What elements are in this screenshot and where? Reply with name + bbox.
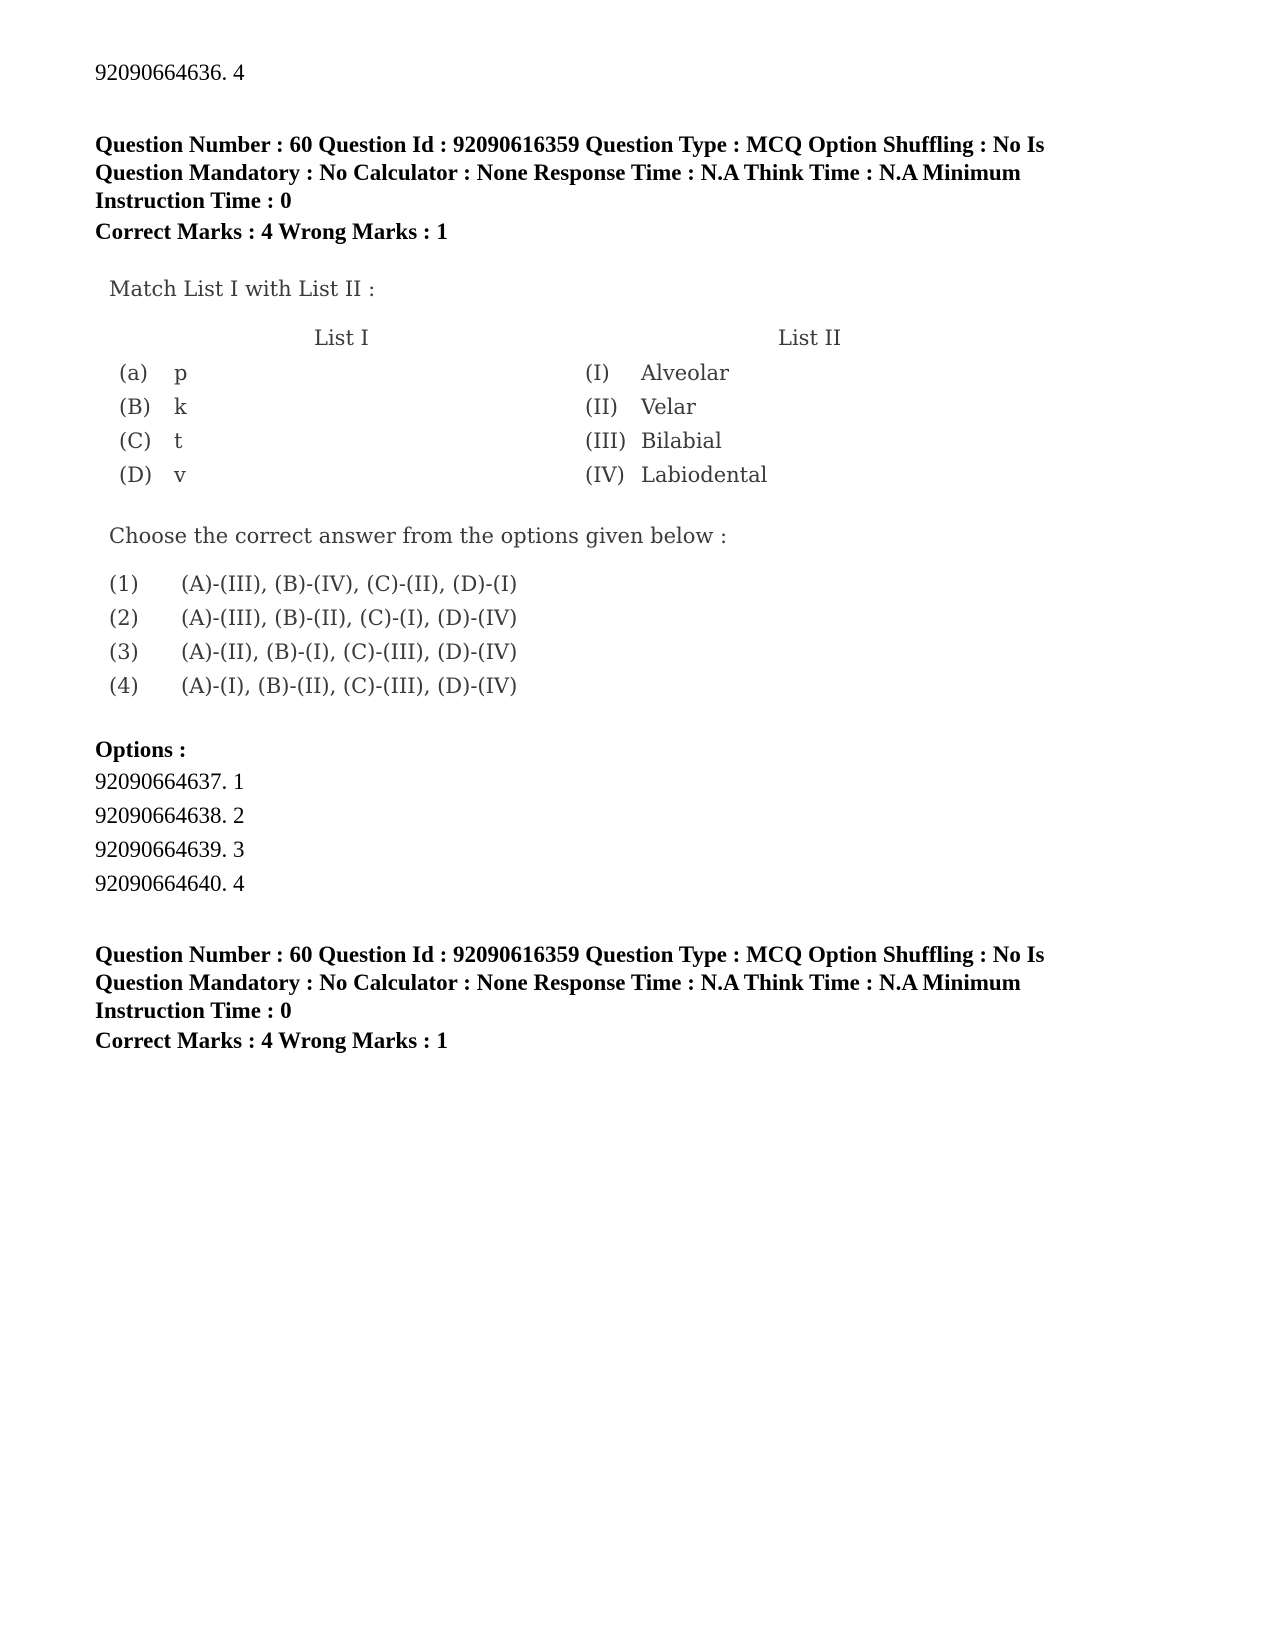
question-metadata-1 <box>95 131 1045 215</box>
metadata-line: Question Number : 60 Question Id : 92090616359 Question Type : MCQ Option Shuffling : No Is <box>95 132 1045 157</box>
metadata-line: Question Mandatory : No Calculator : None Response Time : N.A Think Time : N.A Minimum <box>95 970 1021 995</box>
metadata-line: Question Mandatory : No Calculator : None Response Time : N.A Think Time : N.A Minimum <box>95 160 1021 185</box>
marks-line-2: Correct Marks : 4 Wrong Marks : 1 <box>95 1028 448 1053</box>
list-i-value: k <box>174 395 187 419</box>
list-i-header: List I <box>314 326 369 350</box>
options-list <box>95 765 245 901</box>
marks-line-1: Correct Marks : 4 Wrong Marks : 1 <box>95 219 448 244</box>
list-ii-header: List II <box>778 326 842 350</box>
list-i-value: t <box>174 429 183 453</box>
option-item: 92090664640. 4 <box>95 871 245 896</box>
answer-number: (1) <box>109 572 139 596</box>
metadata-line: Instruction Time : 0 <box>95 188 292 213</box>
previous-option: 92090664636. 4 <box>95 60 245 85</box>
list-i-label: (D) <box>119 463 153 487</box>
option-item: 92090664639. 3 <box>95 837 245 862</box>
answer-text: (A)-(I), (B)-(II), (C)-(III), (D)-(IV) <box>181 674 518 698</box>
list-ii-label: (IV) <box>585 463 625 487</box>
list-ii-value: Velar <box>641 395 696 419</box>
list-i-label: (a) <box>119 361 148 385</box>
list-ii-label: (III) <box>585 429 627 453</box>
answer-text: (A)-(III), (B)-(II), (C)-(I), (D)-(IV) <box>181 606 518 630</box>
answer-text: (A)-(II), (B)-(I), (C)-(III), (D)-(IV) <box>181 640 518 664</box>
list-i-value: p <box>174 361 188 385</box>
answer-number: (4) <box>109 674 139 698</box>
option-item: 92090664638. 2 <box>95 803 245 828</box>
list-ii-label: (I) <box>585 361 610 385</box>
options-heading: Options : <box>95 737 187 762</box>
list-ii-value: Bilabial <box>641 429 722 453</box>
answer-number: (3) <box>109 640 139 664</box>
list-i-value: v <box>174 463 186 487</box>
metadata-line: Instruction Time : 0 <box>95 998 292 1023</box>
list-i-label: (B) <box>119 395 151 419</box>
metadata-line: Question Number : 60 Question Id : 92090616359 Question Type : MCQ Option Shuffling : No Is <box>95 942 1045 967</box>
question-metadata-2 <box>95 941 1045 1025</box>
list-ii-value: Labiodental <box>641 463 768 487</box>
choose-instruction: Choose the correct answer from the options given below : <box>109 524 728 548</box>
answer-number: (2) <box>109 606 139 630</box>
answer-text: (A)-(III), (B)-(IV), (C)-(II), (D)-(I) <box>181 572 518 596</box>
list-ii-label: (II) <box>585 395 618 419</box>
question-prompt: Match List I with List II : <box>109 277 376 301</box>
option-item: 92090664637. 1 <box>95 769 245 794</box>
list-ii-value: Alveolar <box>641 361 730 385</box>
list-i-label: (C) <box>119 429 152 453</box>
